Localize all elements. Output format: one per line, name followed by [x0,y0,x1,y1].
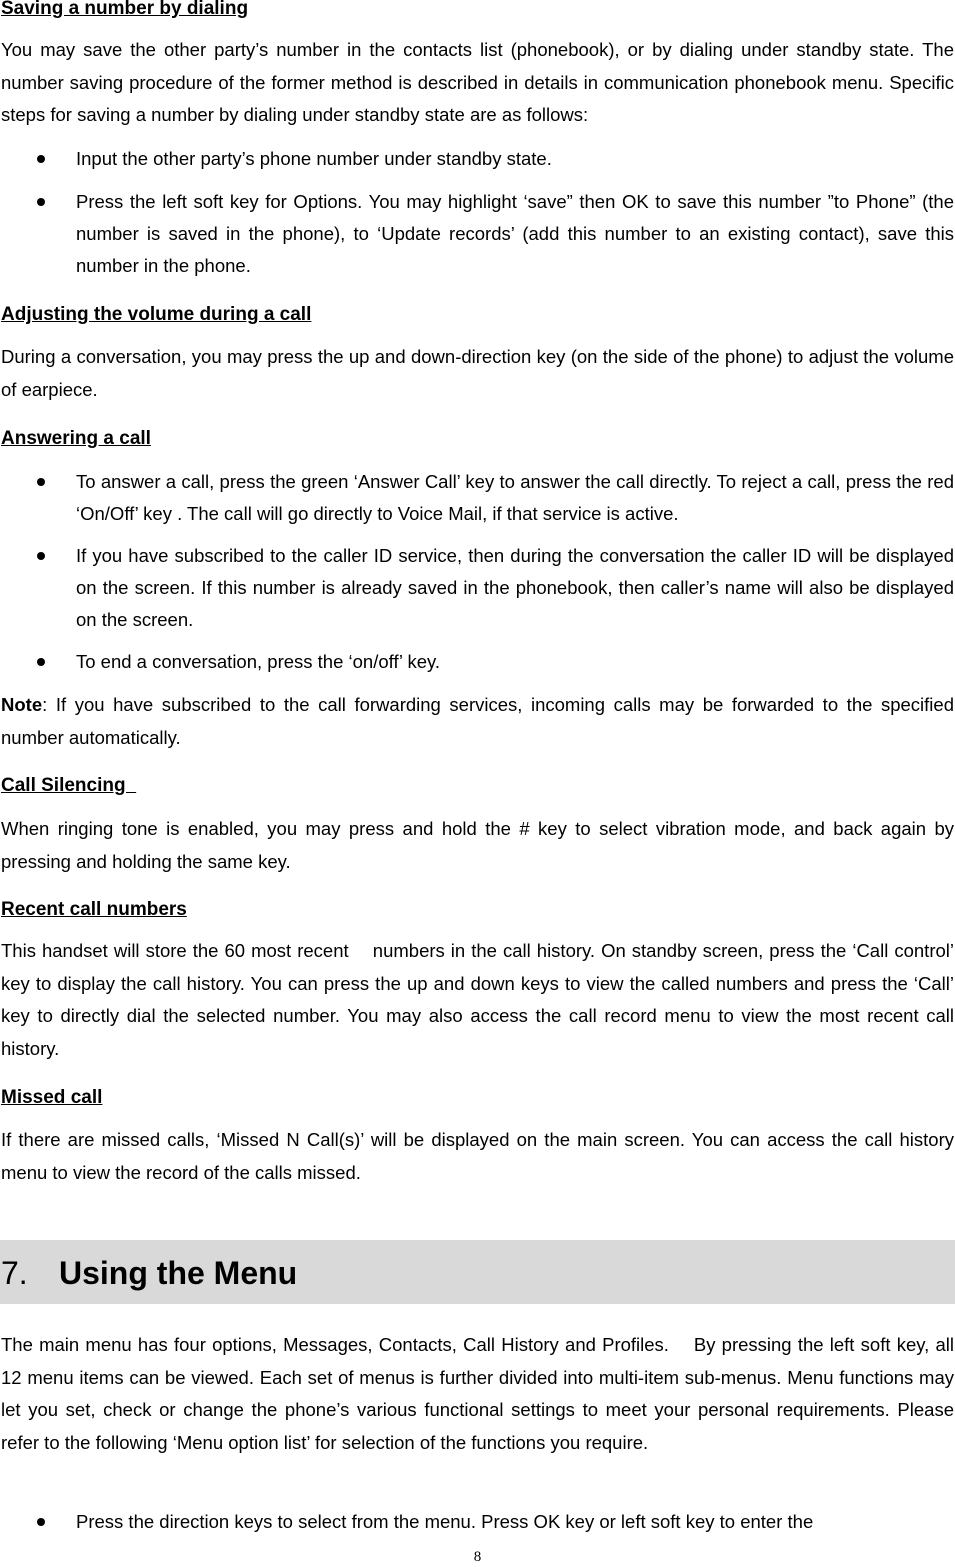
heading-saving-number: Saving a number by dialing [1,0,249,19]
paragraph-recent-calls: This handset will store the 60 most recent numbers in the call history. On standby screen, press the ‘Call control’ key to display the call history. You can press the up and down keys to view the called numbers and press the ‘Call’ key to directly dial the selected number. You may also access the call record menu to view the most recent call history. [1,940,954,1059]
heading-answering-call: Answering a call [1,428,151,449]
paragraph-saving-number: You may save the other party’s number in the contacts list (phonebook), or by dialing under standby state. The number saving procedure of the former method is described in details in communication phonebook menu. Specific steps for saving a number by dialing under standby state are as follows: [1,39,954,125]
paragraph-missed-call: If there are missed calls, ‘Missed N Call(s)’ will be displayed on the main screen. You can access the call history menu to view the record of the calls missed. [1,1129,954,1183]
bullet-direction-keys: Press the direction keys to select from the menu. Press OK key or left soft key to enter the [76,1511,814,1532]
bullet-dot-icon [37,1518,45,1526]
bullet-caller-id: If you have subscribed to the caller ID service, then during the conversation the caller ID will be displayed on the screen. If this number is already saved in the phonebook, then caller’s name will also be displayed on the screen. [76,545,954,630]
section-title: Using the Menu [59,1255,298,1291]
bullet-input-number: Input the other party’s phone number under standby state. [76,148,552,169]
paragraph-adjust-volume: During a conversation, you may press the up and down-direction key (on the side of the phone) to adjust the volume of earpiece. [1,346,954,400]
bullet-dot-icon [37,155,45,163]
paragraph-using-menu: The main menu has four options, Messages, Contacts, Call History and Profiles. By pressing the left soft key, all 12 menu items can be viewed. Each set of menus is further divided into multi-item sub-menus. Menu functions may let you set, check or change the phone’s various functional settings to meet your personal requirements. Please refer to the following ‘Menu option list’ for selection of the functions you require. [1,1334,954,1453]
heading-adjust-volume: Adjusting the volume during a call [1,304,312,325]
page-number: 8 [473,1549,482,1565]
bullet-end-conversation: To end a conversation, press the ‘on/off’ key. [76,651,441,672]
heading-recent-calls: Recent call numbers [1,899,187,920]
heading-call-silencing: Call Silencing [1,775,137,796]
paragraph-call-silencing: When ringing tone is enabled, you may press and hold the # key to select vibration mode, and back again by pressing and holding the same key. [1,818,954,872]
bullet-answer-reject: To answer a call, press the green ‘Answer Call’ key to answer the call directly. To reject a call, press the red ‘On/Off’ key . The call will go directly to Voice Mail, if that service is active. [76,471,954,524]
section-number: 7. [1,1255,28,1291]
note-call-forwarding [1,689,954,754]
bullet-dot-icon [37,658,45,666]
bullet-dot-icon [37,552,45,560]
note-text: : If you have subscribed to the call forwarding services, incoming calls may be forwarded to the specified number automatically. [1,694,954,748]
bullet-options-save: Press the left soft key for Options. You may highlight ‘save” then OK to save this number ”to Phone” (the number is saved in the phone), to ‘Update records’ (add this number to an existing contact), save this number in the phone. [76,191,954,276]
heading-missed-call: Missed call [1,1087,103,1108]
bullet-dot-icon [37,478,45,486]
bullet-dot-icon [37,198,45,206]
note-label: Note [1,694,43,715]
